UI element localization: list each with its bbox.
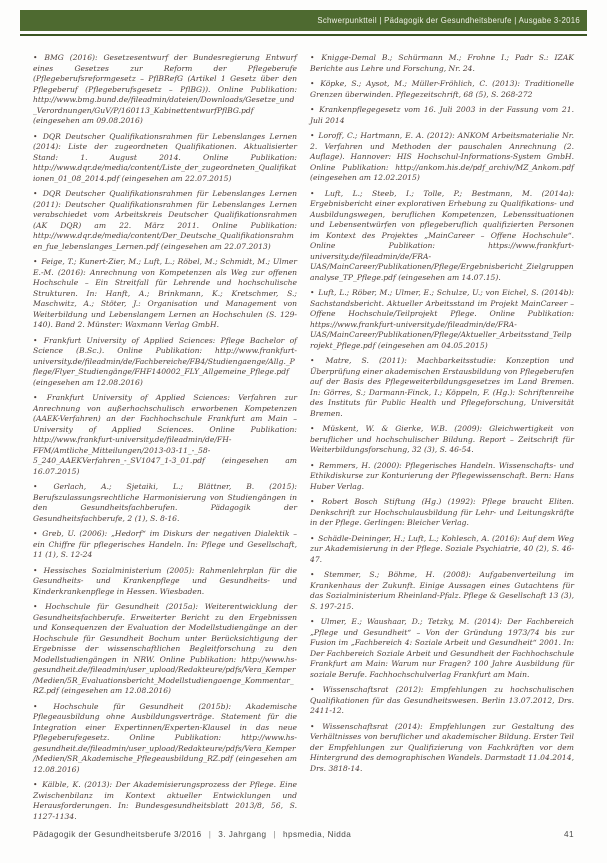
reference-entry: • Hochschule für Gesundheit (2015a): Weiterentwicklung der Gesundheitsfachberufe. Erweiterter Bericht zu den Ergebnissen und Konsequenzen der Evaluation der Modellstudiengänge an der Hochschule für Gesundheit Bochum unter Berücksichtigung der Ergebnisse der wissenschaftlichen Begleitforschung zu den Modellstudiengängen in NRW. Online Publikation: http://www.hs-gesundheit.de/fileadmin/user_upload/Redakteure/pdfs/Vera_Kemper/Medien/5R_Evaluationsbericht_Modellstudiengaenge_Kommentar_RZ.pdf (eingesehen am 12.08.2016): [33, 602, 297, 695]
bullet-icon: •: [33, 53, 44, 62]
bullet-icon: •: [33, 780, 42, 789]
bullet-icon: •: [310, 79, 320, 88]
reference-entry: • Greb, U. (2006): „Hedorf“ im Diskurs der negativen Dialektik – ein Chiffre für pflegerisches Handeln. In: Pflege und Gesellschaft, 11 (1), S. 12-24: [33, 529, 297, 559]
reference-entry: • Luft, L.; Röber, M.; Ulmer, E.; Schulze, U.; von Eichel, S. (2014b): Sachstandsbericht. Aktueller Arbeitsstand im Projekt MainCareer – Offene Hochschule/Teilprojekt Pflege. Online Publikation: https://www.frankfurt-university.de/fileadmin/de/FRA-UAS/MainCareer/Publikationen/Pflege/Aktueller_Arbeitsstand_Teilprojekt_Pflege.pdf (eingesehen am 04.05.2015): [310, 288, 574, 350]
reference-entry: • Feige, T.; Kunert-Zier, M.; Luft, L.; Röbel, M.; Schmidt, M.; Ulmer E.-M. (2016): Anrechnung von Kompetenzen als Weg zur offenen Hochschule – Ein Streitfall für Lehrende und hochschulische Strukturen. In: Hanft, A.; Brinkmann, K.; Kretschmer, S.; Maschwitz, A.; Stöter, J.: Organisation und Management von Weiterbildung und Lebenslangem Lernen an Hochschulen (S. 129-140). Band 2. Münster: Waxmann Verlag GmbH.: [33, 257, 297, 329]
page-footer: [33, 830, 574, 839]
reference-entry: • Schädle-Deininger, H.; Luft, L.; Kohlesch, A. (2016): Auf dem Weg zur Akademisierung in der Pflege. Soziale Psychiatrie, 40 (2), S. 46-47.: [310, 533, 574, 564]
reference-entry: • Hessisches Sozialministerium (2005): Rahmenlehrplan für die Gesundheits- und Krankenpflege und Gesundheits- und Kinderkrankenpflege in Hessen. Wiesbaden.: [33, 565, 297, 596]
reference-entry: • Frankfurt University of Applied Sciences: Verfahren zur Anrechnung von außerhochschulisch erworbenen Kompetenzen (AAEK-Verfahren) an der Fachhochschule Frankfurt am Main – University of Applied Sciences. Online Publikation: http://www.frankfurt-university.de/fileadmin/de/FH-FFM/Amtliche_Mitteilungen/2013-03-11_-_58-5_240_AAEKVerfahren_-_SV1047_1-3_01.pdf (eingesehen am 16.07.2015): [33, 393, 297, 476]
page-number: 41: [563, 830, 574, 839]
references-section: [33, 53, 574, 827]
reference-entry: • Müskent, W. & Gierke, W.B. (2009): Gleichwertigkeit von beruflicher und hochschulischer Bildung. Report – Zeitschrift für Weiterbildungsforschung, 32 (3), S. 46-54.: [310, 424, 574, 454]
bullet-icon: •: [310, 131, 318, 140]
bullet-icon: •: [33, 189, 42, 198]
journal-page: [0, 10, 607, 863]
reference-entry: • Köpke, S.; Aysot, M.; Müller-Fröhlich, C. (2013): Traditionelle Grenzen überwinden. Pflegezeitschrift, 68 (5), S. 268-272: [310, 79, 574, 99]
footer-separator: |: [273, 830, 277, 839]
reference-entry: • Stemmer, S.; Böhme, H. (2008): Aufgabenverteilung im Krankenhaus der Zukunft. Einige Aussagen eines Gutachtens für das Sozialministerium Rheinland-Pfalz. Pflege & Gesellschaft 13 (3), S. 197-215.: [310, 570, 574, 611]
reference-entry: • Matre, S. (2011): Machbarkeitsstudie: Konzeption und Überprüfung einer akademischen Erstausbildung von Pflegeberufen auf der Basis des Pflegeweiterbildungsgesetzes im Land Bremen. In: Görres, S.; Darmann-Finck, I.; Köppeln, F. (Hg.): Schriftenreihe des Instituts für Public Health und Pflegeforschung, Universität Bremen.: [310, 356, 574, 418]
references-column-right: [310, 53, 574, 827]
reference-entry: • Krankenpflegegesetz vom 16. Juli 2003 in der Fassung vom 21. Juli 2014: [310, 105, 574, 125]
bullet-icon: •: [310, 685, 322, 694]
reference-entry: • Luft, L.; Steeb, I.; Tolle, P.; Bestmann, M. (2014a): Ergebnisbericht einer explorativen Erhebung zu Qualifikations- und Ausbildungswegen, beruflichen Kompetenzen, Lebenssituationen und Lebensentwürfen von pflegeberuflich qualifizierten Personen im Kontext des Projektes „MainCareer – Offene Hochschule“. Online Publikation: https://www.frankfurt-university.de/fileadmin/de/FRA-UAS/MainCareer/Publikationen/Pflege/Ergebnisbericht_Zielgruppenanalyse_TP_Pflege.pdf (eingesehen am 14.07.15).: [310, 188, 574, 282]
bullet-icon: •: [310, 288, 318, 297]
header-running-title: Schwerpunktteil | Pädagogik der Gesundheitsberufe | Ausgabe 3-2016: [317, 16, 580, 25]
reference-entry: • Ulmer, E.; Waushaar, D.; Tetzky, M. (2014): Der Fachbereich „Pflege und Gesundheit“ – Von der Gründung 1973/74 bis zur Fusion im „Fachbereich 4: Soziale Arbeit und Gesundheit“ 2001. In: Der Fachbereich Soziale Arbeit und Gesundheit der Fachhochschule Frankfurt am Main: Warum nur Fragen? 100 Jahre Ausbildung für soziale Berufe. Fachhochschulverlag Frankfurt am Main.: [310, 617, 574, 679]
bullet-icon: •: [310, 356, 325, 365]
header-bar: [20, 10, 587, 31]
footer-publisher: hpsmedia, Nidda: [283, 830, 352, 839]
bullet-icon: •: [310, 533, 318, 543]
reference-entry: • BMG (2016): Gesetzesentwurf der Bundesregierung Entwurf eines Gesetzes zur Reform der Pflegeberufe (Pflegeberufsreformgesetz – PflBRefG (Artikel 1 Gesetz über den Pflegeberuf (Pflegeberufsgesetz – PflBG)). Online Publikation: http://www.bmg.bund.de/fileadmin/dateien/Downloads/Gesetze_und_Verordnungen/GuV/P/160113_KabinettentwurfPflBG.pdf (eingesehen am 09.08.2016): [33, 53, 297, 125]
bullet-icon: •: [310, 188, 324, 198]
bullet-icon: •: [310, 570, 324, 579]
reference-entry: • Hochschule für Gesundheit (2015b): Akademische Pflegeausbildung ohne Ausbildungsverträge. Statement für die Integration einer Expertinnen/Experten-Klausel in das neue Pflegeberufegesetz. Online Publikation: http://www.hs-gesundheit.de/fileadmin/user_upload/Redakteure/pdfs/Vera_Kemper/Medien/SR_Akademische_Pflegeausbildung_RZ.pdf (eingesehen am 12.08.2016): [33, 701, 297, 774]
bullet-icon: •: [33, 701, 53, 711]
reference-entry: • Remmers, H. (2000): Pflegerisches Handeln. Wissenschafts- und Ethikdiskurse zur Konturierung der Pflegewissenschaft. Bern: Hans Huber Verlag.: [310, 460, 574, 491]
bullet-icon: •: [33, 602, 45, 611]
footer-volume: 3. Jahrgang: [218, 830, 267, 839]
bullet-icon: •: [310, 105, 319, 114]
bullet-icon: •: [33, 393, 46, 402]
reference-entry: • Loroff, C.; Hartmann, E. A. (2012): ANKOM Arbeitsmaterialie Nr. 2. Verfahren und Methoden der pauschalen Anrechnung (2. Auflage). Hannover: HIS Hochschul-Informations-System GmbH. Online Publikation: http://ankom.his.de/pdf_archiv/MZ_Ankom.pdf (eingesehen am 12.02.2015): [310, 131, 574, 182]
reference-entry: • Frankfurt University of Applied Sciences: Pflege Bachelor of Science (B.Sc.). Online Publikation: http://www.frankfurt-university.de/fileadmin/de/Fachbereiche/FB4/Studiengaenge/Allg._Pflege/Flyer_Studiengänge/FHF140002_FLY_Allgemeine_Pflege.pdf (eingesehen am 12.08.2016): [33, 335, 297, 387]
bullet-icon: •: [310, 617, 320, 626]
bullet-icon: •: [310, 53, 321, 62]
header-rule: [20, 34, 587, 36]
reference-entry: • DQR Deutscher Qualifikationsrahmen für Lebenslanges Lernen (2011): Deutscher Qualifikationsrahmen für Lebenslanges Lernen verabschiedet vom Arbeitskreis Deutscher Qualifikationsrahmen (AK DQR) am 22. März 2011. Online Publikation: http://www.dqr.de/media/content/Der_Deutsche_Qualifikationsrahmen_fue_lebenslanges_Lernen.pdf (eingesehen am 22.07.2013): [33, 189, 297, 251]
references-column-left: [33, 53, 297, 827]
reference-entry: • Wissenschaftsrat (2014): Empfehlungen zur Gestaltung des Verhältnisses von beruflicher und akademischer Bildung. Erster Teil der Empfehlungen zur Qualifizierung von Fachkräften vor dem Hintergrund des demographischen Wandels. Darmstadt 11.04.2014, Drs. 3818-14.: [310, 721, 574, 773]
bullet-icon: •: [310, 460, 318, 470]
reference-entry: • Wissenschaftsrat (2012): Empfehlungen zu hochschulischen Qualifikationen für das Gesundheitswesen. Berlin 13.07.2012, Drs. 2411-12.: [310, 685, 574, 715]
reference-entry: • Robert Bosch Stiftung (Hg.) (1992): Pflege braucht Eliten. Denkschrift zur Hochschulausbildung für Lehr- und Leitungskräfte in der Pflege. Gerlingen: Bleicher Verlag.: [310, 497, 574, 527]
bullet-icon: •: [33, 257, 41, 266]
bullet-icon: •: [33, 482, 53, 491]
bullet-icon: •: [33, 565, 43, 575]
reference-entry: • DQR Deutscher Qualifikationsrahmen für Lebenslanges Lernen (2014): Liste der zugeordneten Qualifikationen. Aktualisierter Stand: 1. August 2014. Online Publikation: http://www.dqr.de/media/content/Liste_der_zugeordneten_Qualifikationen_01_08_2014.pdf (eingesehen am 22.07.2015): [33, 131, 297, 183]
bullet-icon: •: [33, 131, 42, 141]
bullet-icon: •: [310, 721, 322, 731]
bullet-icon: •: [33, 335, 43, 345]
reference-entry: • Gerlach, A.; Sjetaiki, L.; Blättner, B. (2015): Berufszulassungsrechtliche Harmonisierung von Studiengängen in den Gesundheitsfachberufen. Pädagogik der Gesundheitsfachberufe, 2 (1), S. 8-16.: [33, 482, 297, 523]
footer-journal-title: Pädagogik der Gesundheitsberufe 3/2016: [33, 830, 202, 839]
bullet-icon: •: [33, 529, 42, 538]
bullet-icon: •: [310, 424, 322, 433]
footer-separator: |: [208, 830, 212, 839]
reference-entry: • Knigge-Demal B.; Schürmann M.; Frohne I.; Padr S.: IZAK Berichte aus Lehre und Forschung, Nr. 24.: [310, 53, 574, 73]
bullet-icon: •: [310, 497, 321, 506]
reference-entry: • Kälble, K. (2013): Der Akademisierungsprozess der Pflege. Eine Zwischenbilanz im Kontext aktueller Entwicklungen und Herausforderungen. In: Bundesgesundheitsblatt 2013/8, 56, S. 1127-1134.: [33, 780, 297, 821]
